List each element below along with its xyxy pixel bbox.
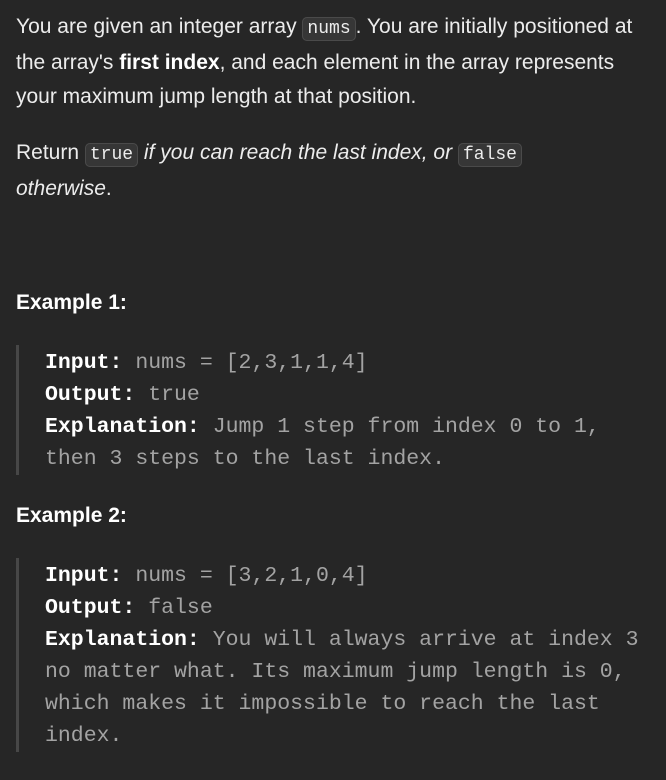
example-input xyxy=(45,347,656,379)
code-true: true xyxy=(85,143,138,167)
example-explanation xyxy=(45,411,656,475)
input-label: Input: xyxy=(45,564,123,588)
output-value: false xyxy=(135,596,213,620)
bold-first-index: first index xyxy=(119,51,220,74)
output-label: Output: xyxy=(45,383,136,407)
description-text: . You are initially positioned at the array's xyxy=(16,15,633,74)
code-false: false xyxy=(458,143,522,167)
description-text: You are given an integer array xyxy=(16,15,303,38)
return-description xyxy=(16,136,656,206)
explanation-value: You will always arrive at index 3 no matter what. Its maximum jump length is 0, which makes it impossible to reach the last index. xyxy=(45,628,652,748)
description-text: Return xyxy=(16,141,85,164)
example-explanation xyxy=(45,624,656,752)
code-nums: nums xyxy=(302,17,355,41)
description-text: , and each element in the array represents your maximum jump length at that position. xyxy=(16,51,615,108)
input-value: nums = [2,3,1,1,4] xyxy=(122,351,368,375)
example-input xyxy=(45,560,656,592)
example-2-block xyxy=(16,558,656,752)
output-value: true xyxy=(135,383,200,407)
output-label: Output: xyxy=(45,596,136,620)
explanation-label: Explanation: xyxy=(45,415,200,439)
example-output xyxy=(45,379,656,411)
problem-description xyxy=(16,10,656,114)
example-2-title: Example 2: xyxy=(16,504,127,527)
explanation-value: Jump 1 step from index 0 to 1, then 3 steps to the last index. xyxy=(45,415,613,471)
input-label: Input: xyxy=(45,351,123,375)
input-value: nums = [3,2,1,0,4] xyxy=(122,564,368,588)
italic-text: if you can reach the last index, or xyxy=(138,141,458,164)
italic-otherwise: otherwise xyxy=(16,177,106,200)
explanation-label: Explanation: xyxy=(45,628,200,652)
example-1-title: Example 1: xyxy=(16,291,127,314)
description-text: . xyxy=(105,177,112,200)
example-1-block xyxy=(16,345,656,475)
example-output xyxy=(45,592,656,624)
